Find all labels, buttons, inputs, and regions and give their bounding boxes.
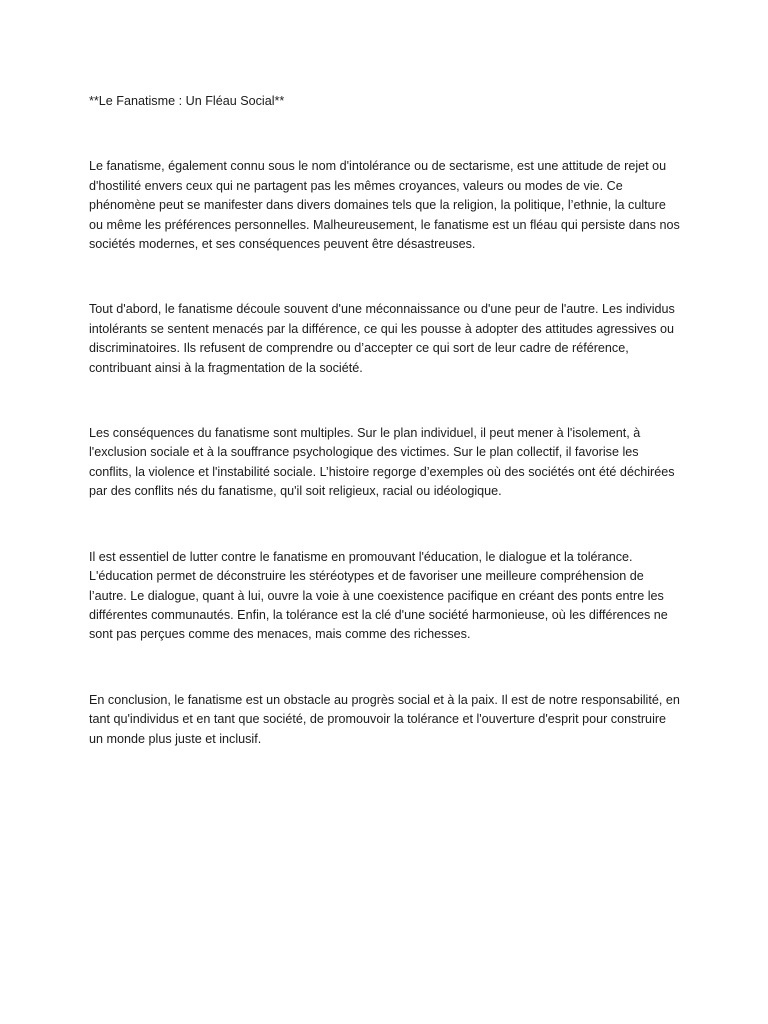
document-title: **Le Fanatisme : Un Fléau Social** [89, 94, 285, 108]
paragraph-causes: Tout d'abord, le fanatisme découle souvent d'une méconnaissance ou d'une peur de l'autre. Les individus intolérants se sentent menacés par la différence, ce qui les pousse à adopter des attitudes agressives ou discriminatoires. Ils refusent de comprendre ou d’accepter ce qui sort de leur cadre de référence, contribuant ainsi à la fragmentation de la société. [89, 302, 675, 375]
paragraph-introduction: Le fanatisme, également connu sous le nom d'intolérance ou de sectarisme, est une attitude de rejet ou d'hostilité envers ceux qui ne partagent pas les mêmes croyances, valeurs ou modes de vie. Ce phénomène peut se manifester dans divers domaines tels que la religion, la politique, l’ethnie, la culture ou même les préférences personnelles. Malheureusement, le fanatisme est un fléau qui persiste dans nos sociétés modernes, et ses conséquences peuvent être désastreuses. [89, 159, 680, 252]
paragraph-solutions: Il est essentiel de lutter contre le fanatisme en promouvant l'éducation, le dialogue et la tolérance. L'éducation permet de déconstruire les stéréotypes et de favoriser une meilleure compréhension de l’autre. Le dialogue, quant à lui, ouvre la voie à une coexistence pacifique en créant des ponts entre les différentes communautés. Enfin, la tolérance est la clé d'une société harmonieuse, où les différences ne sont pas perçues comme des menaces, mais comme des richesses. [89, 549, 668, 642]
document-body [89, 92, 683, 795]
paragraph-consequences: Les conséquences du fanatisme sont multiples. Sur le plan individuel, il peut mener à l'isolement, à l'exclusion sociale et à la souffrance psychologique des victimes. Sur le plan collectif, il favorise les conflits, la violence et l'instabilité sociale. L’histoire regorge d’exemples où des sociétés ont été déchirées par des conflits nés du fanatisme, qu'il soit religieux, racial ou idéologique. [89, 426, 675, 499]
paragraph-conclusion: En conclusion, le fanatisme est un obstacle au progrès social et à la paix. Il est de notre responsabilité, en tant qu'individus et en tant que société, de promouvoir la tolérance et l'ouverture d'esprit pour construire un monde plus juste et inclusif. [89, 692, 680, 746]
